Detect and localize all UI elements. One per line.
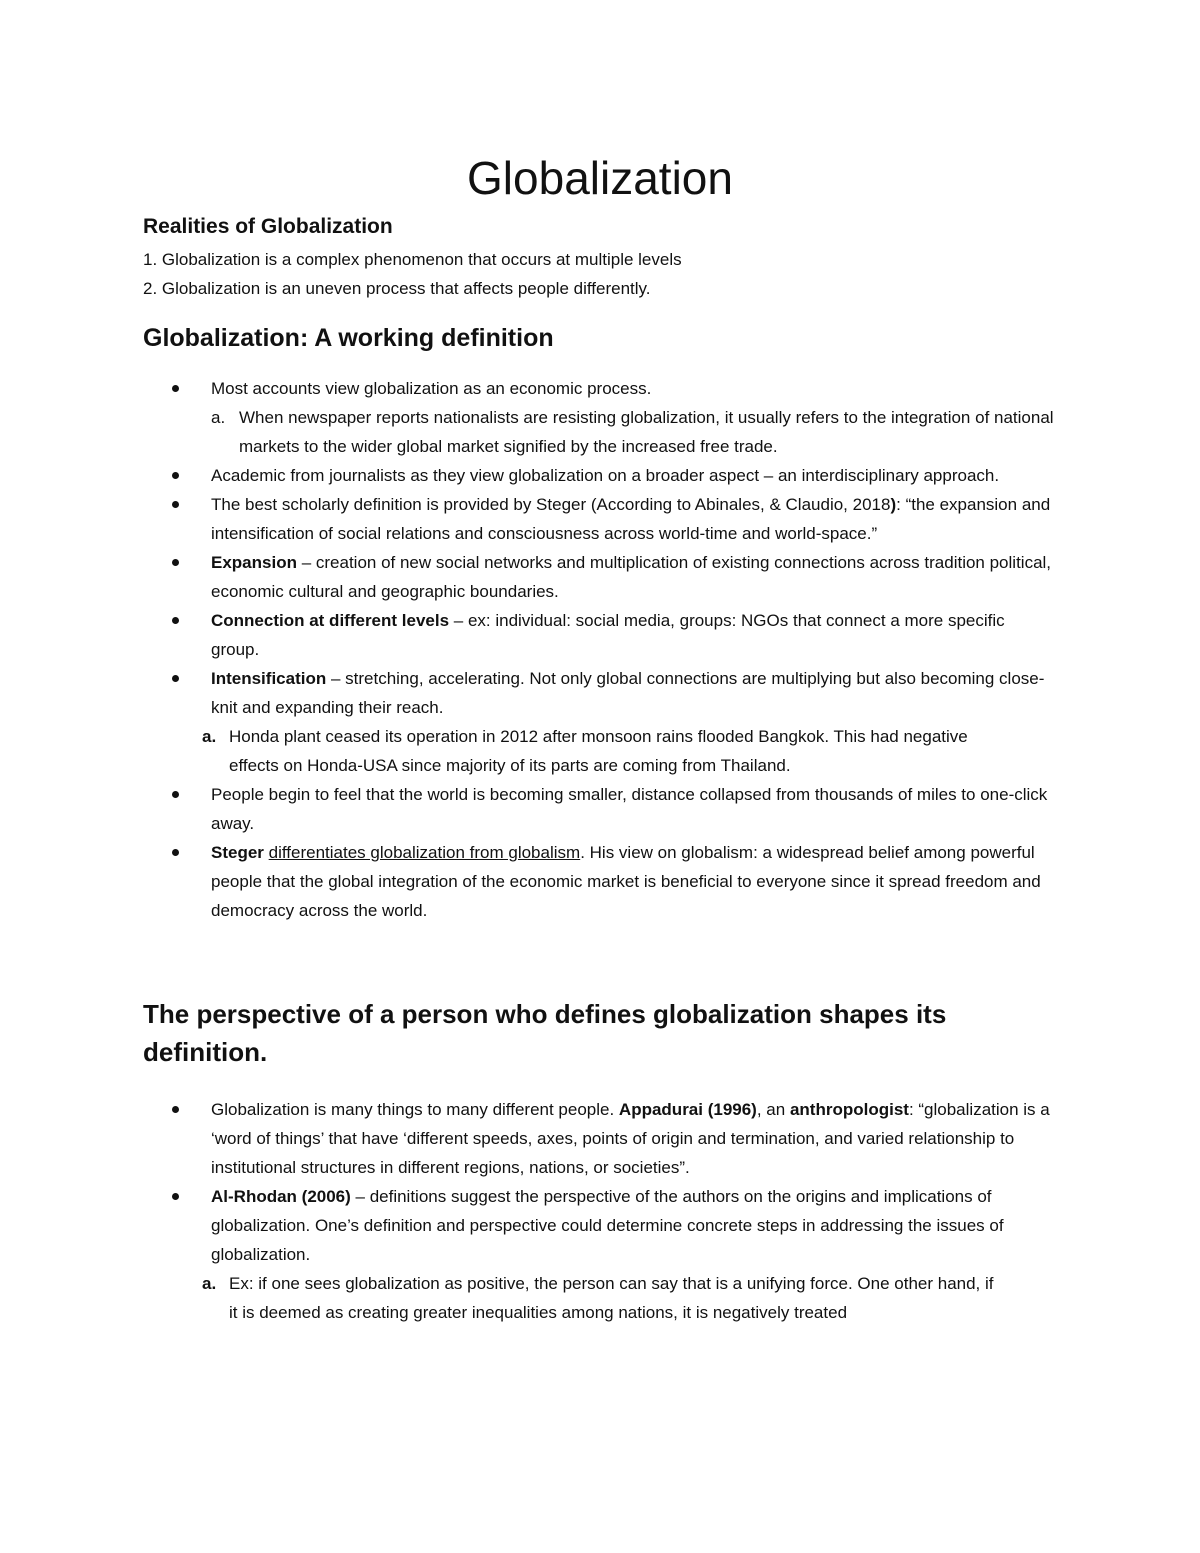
bullet-text: – definitions suggest the perspective of the authors on the origins and implications of globalization. One’s definition and perspective could determine concrete steps in addressing the issues of globalization.: [211, 1187, 1004, 1264]
working-definition-heading: Globalization: A working definition: [143, 324, 554, 352]
bullet-bold-text: ): [890, 495, 897, 514]
bullet-icon: [172, 1193, 179, 1200]
term-appadurai: Appadurai (1996): [618, 1100, 757, 1119]
term-steger: Steger: [211, 843, 264, 862]
bullet-icon: [172, 617, 179, 624]
list-item: [0, 1095, 1056, 1182]
bullet-icon: [172, 791, 179, 798]
list-item: [0, 490, 1056, 548]
bullet-text: The best scholarly definition is provided by Steger (According to Abinales, & Claudio, 2018: [211, 495, 891, 514]
term-al-rhodan: Al-Rhodan (2006): [211, 1187, 351, 1206]
sub-list-item: [0, 1269, 1000, 1327]
sub-marker: a.: [202, 1274, 217, 1293]
perspective-heading: The perspective of a person who defines globalization shapes its definition.: [143, 999, 947, 1067]
list-item: 1. Globalization is a complex phenomenon that occurs at multiple levels: [143, 250, 682, 269]
sub-item: [202, 1269, 1000, 1327]
list-item: [0, 606, 1056, 664]
bullet-text: : “the expansion and intensification of social relations and consciousness across world-time and world-space.”: [211, 495, 1051, 543]
list-item: [0, 461, 1056, 490]
bullet-icon: [172, 1106, 179, 1113]
list-item: [0, 374, 1056, 461]
list-item: [0, 548, 1056, 606]
sub-item: [211, 403, 1056, 461]
sub-marker: a.: [202, 727, 217, 746]
bullet-icon: [172, 501, 179, 508]
bullet-text: Most accounts view globalization as an economic process.: [211, 379, 652, 398]
bullet-text: Globalization is many things to many different people.: [211, 1100, 619, 1119]
bullet-text: . His view on globalism: a widespread belief among powerful people that the global integration of the economic market is beneficial to everyone since it spread freedom and democracy across the world.: [211, 843, 1041, 920]
bullet-text: – stretching, accelerating. Not only global connections are multiplying but also becoming close-knit and expanding their reach.: [211, 669, 1045, 717]
bullet-text: – ex: individual: social media, groups: NGOs that connect a more specific group.: [211, 611, 1005, 659]
working-definition-list: [0, 374, 1200, 925]
sub-text: Ex: if one sees globalization as positive, the person can say that is a unifying force. One other hand, if it is deemed as creating greater inequalities among nations, it is negatively treated: [229, 1274, 994, 1322]
sub-text: When newspaper reports nationalists are resisting globalization, it usually refers to the integration of national markets to the wider global market signified by the increased free trade.: [239, 408, 1054, 456]
list-item: [0, 664, 1056, 722]
sub-item: [202, 722, 1000, 780]
document-title: Globalization: [467, 152, 733, 204]
bullet-icon: [172, 849, 179, 856]
sub-text: Honda plant ceased its operation in 2012 after monsoon rains flooded Bangkok. This had negative effects on Honda-USA since majority of its parts are coming from Thailand.: [229, 727, 968, 775]
list-item: [0, 780, 1056, 838]
perspective-list: [0, 1095, 1200, 1327]
term-connection: Connection at different levels: [211, 611, 450, 630]
bullet-icon: [172, 385, 179, 392]
sub-list-item: [0, 722, 1000, 780]
term-expansion: Expansion: [211, 553, 297, 572]
bullet-text: , an: [756, 1100, 790, 1119]
underlined-text: differentiates globalization from globalism: [268, 843, 581, 862]
bullet-icon: [172, 472, 179, 479]
bullet-icon: [172, 675, 179, 682]
sub-marker: a.: [211, 408, 226, 427]
bullet-text: : “globalization is a ‘word of things’ that have ‘different speeds, axes, points of origin and termination, and varied relationship to institutional structures in different regions, nations, or societies”.: [211, 1100, 1050, 1177]
bullet-text: – creation of new social networks and multiplication of existing connections across tradition political, economic cultural and geographic boundaries.: [211, 553, 1052, 601]
list-item: 2. Globalization is an uneven process that affects people differently.: [143, 279, 651, 298]
list-item: [0, 1182, 1056, 1269]
list-item: [0, 838, 1056, 925]
bullet-text: People begin to feel that the world is becoming smaller, distance collapsed from thousands of miles to one-click away.: [211, 785, 1048, 833]
realities-heading: Realities of Globalization: [143, 215, 393, 238]
term-anthropologist: anthropologist: [789, 1100, 909, 1119]
term-intensification: Intensification: [211, 669, 327, 688]
bullet-text: Academic from journalists as they view globalization on a broader aspect – an interdisciplinary approach.: [211, 466, 1000, 485]
bullet-icon: [172, 559, 179, 566]
realities-list: [143, 245, 682, 303]
